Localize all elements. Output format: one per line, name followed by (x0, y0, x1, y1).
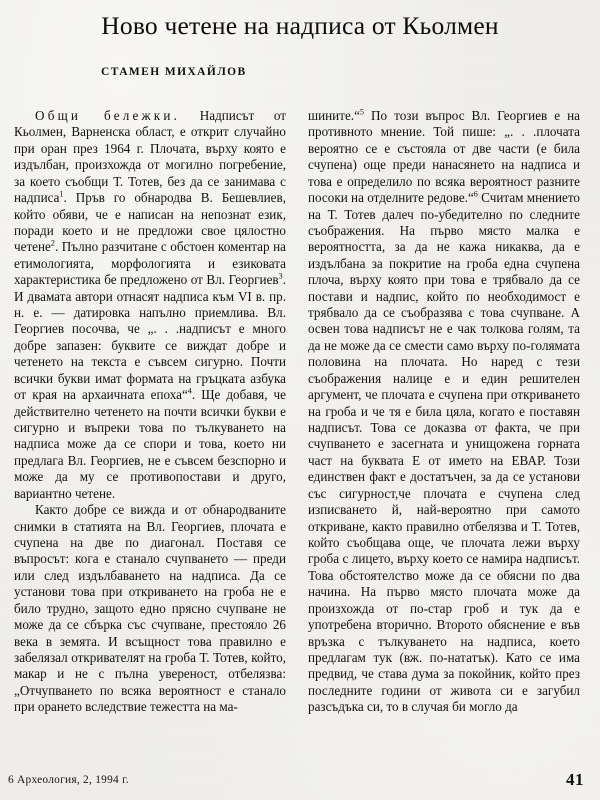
right-column (308, 108, 580, 716)
left-p1-text-a: Надписът от Кьолмен, Варненска област, е открит случайно при оран през 1964 г. Плочата, върху която е издълбан, произхожда от могилно погребение, за което съобщи Т. Тотев, без да се занимава с надписа (14, 108, 287, 206)
footnote-ref-5: 5 (359, 107, 364, 117)
left-column (14, 108, 286, 716)
section-lead-in: Общи бележки. (35, 108, 181, 123)
left-p1-text-c: . Пълно разчитане с обстоен коментар на етимологията, морфологията и езиковата характеристика бе предложено от Вл. Георгиев (14, 239, 286, 288)
right-p1-text-c: Считам мнението на Т. Тотев далеч по-убедително по следните съображения. На първо място малка е вероятността, за да не кажа никаква, да е издълбана за покритие на гроба една счупена плоча, върху която при това е трябвало да се постави и надпис, който по необходимост е трябвало да се съобразява с това счупване. А освен това надписът не е чак толкова голям, та да не може да се смести само върху по-голямата половина на плочата. Но наред с тези съображения налице е и един решителен аргумент, че плочата е счупена при откриването на гроба и че тя е била цяла, когато е поставян надписът. Това се доказва от факта, че при счупването е засегната и унищожена горната част на буквата Е от името на ЕВАР. Този единствен факт е достатъчен, за да се установи със сигурност,че плочата е счупена след изписването й, най-вероятно при самото откриване, както правилно отбелязва и Т. Тотев, който съобщава още, че плочата лежи върху гроба с лицето, върху което се намира надписът. Това обстоятелство може да се обясни по два начина. На първо място плочата може да произхожда от по-стар гроб и тук да е употребена вторично. Второто обяснение е във връзка с тълкуването на надписа, което предлагам тук (вж. по-нататък). Като се има предвид, че става дума за покойник, който през последните години от живота си е загубил разсъдъка си, то в случая би могло да (308, 190, 580, 715)
left-paragraph-1 (14, 108, 286, 502)
left-p1-text-b: . Пръв го обнародва В. Бешевлиев, който обяви, че е написан на непознат език, поради което и не предложи свое цялостно четене (14, 190, 286, 255)
right-paragraph-1 (308, 108, 580, 716)
page-number: 41 (566, 770, 584, 789)
journal-footer-citation: 6 Археология, 2, 1994 г. (8, 774, 129, 786)
article-body (14, 108, 586, 716)
footnote-ref-2: 2 (50, 239, 55, 248)
right-p1-text-a: шините.“ (308, 108, 360, 123)
page-title: Ново четене на надписа от Кьолмен (101, 11, 499, 40)
left-paragraph-2: Както добре се вижда и от обнародваните снимки в статията на Вл. Георгиев, плочата е счупена на две по диагонал. Поставя се въпросът: кога е станало счупването — преди или след издълбаването на надписа. Да се установи това при откриването на гроба не е било трудно, защото едно прясно счупване не може да се сбърка със счупване, престояло 26 века в земята. И всъщност това правилно е забелязал откривателят на гроба Т. Тотев, който, макар и не с пълна увереност, отбелязва: „Отчупването по всяка вероятност е станало при орането вследствие тежестта на ма- (14, 502, 286, 715)
left-p1-text-d: . И двамата автори отнасят надписа към VI в. пр. н. е. — датировка напълно приемлива. Вл. Георгиев посочва, че „. . .надписът е много добре запазен: буквите се виждат добре и четенето на текста е съвсем сигурно. Почти всички букви имат формата на гръцката азбука от края на архаичната епоха“ (14, 272, 286, 403)
footnote-ref-3: 3 (278, 271, 283, 281)
footnote-ref-6: 6 (473, 189, 478, 199)
author-byline: СТАМЕН МИХАЙЛОВ (101, 66, 247, 79)
footnote-ref-4: 4 (187, 386, 192, 396)
footnote-ref-1: 1 (59, 189, 64, 199)
left-p1-text-e: . Ще добавя, че действително четенето на почти всички букви е сигурно и въпреки това по тълкуването на надписа може да се спори и това, което ни предлага Вл. Георгиев, не е съвсем безспорно и може да му се противопостави и друго, вариантно четене. (14, 387, 286, 501)
right-p1-text-b: По този въпрос Вл. Георгиев е на противното мнение. Той пише: „. . .плочата вероятно се е състояла от две части (е била счупена) още преди нанасянето на надписа и това е определило по всяка вероятност разните посоки на отделните редове.“ (308, 108, 580, 206)
